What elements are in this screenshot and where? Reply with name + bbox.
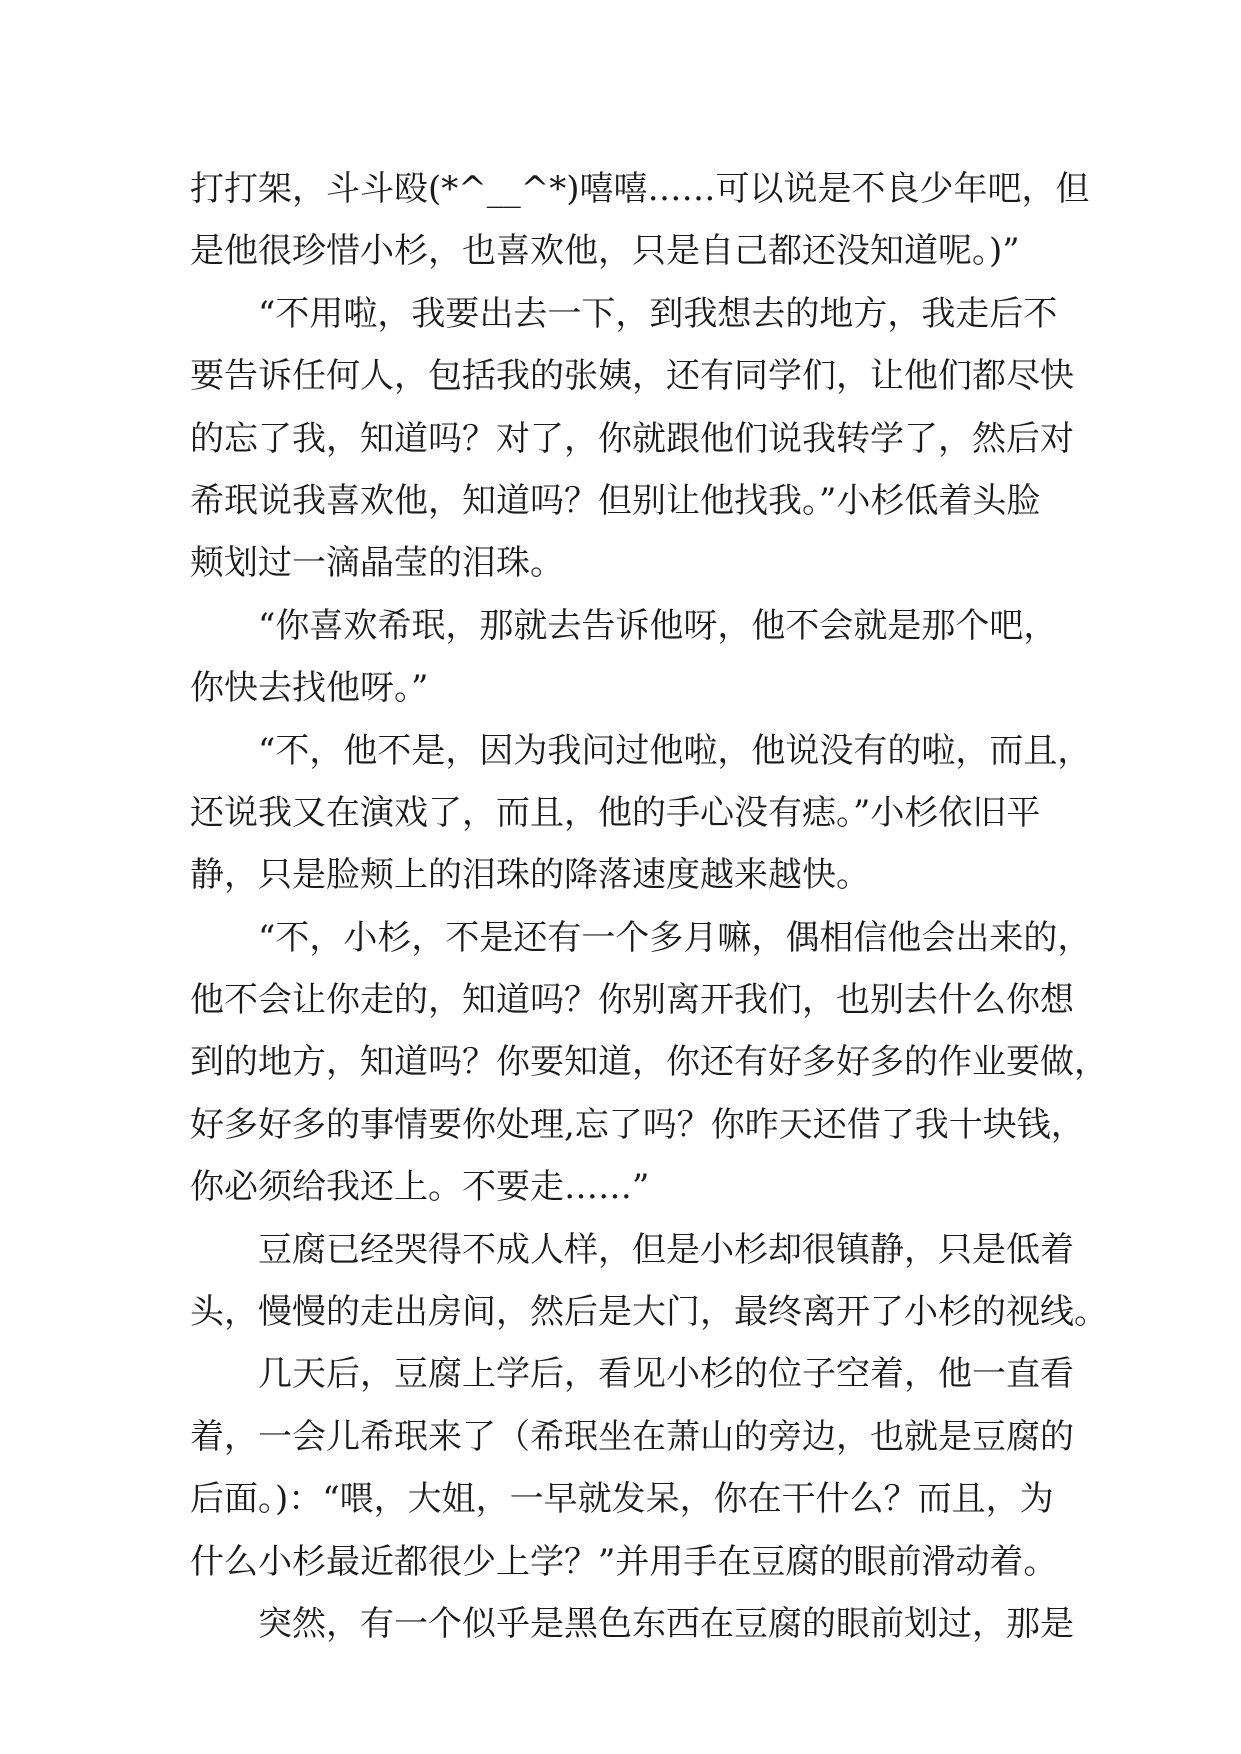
text-line: 突然，有一个似乎是黑色东西在豆腐的眼前划过，那是 [258,1603,1074,1644]
text-line: “不，他不是，因为我问过他啦，他说没有的啦，而且， [258,730,1092,771]
text-line: 几天后，豆腐上学后，看见小杉的位子空着，他一直看 [258,1354,1074,1395]
text-line: 静，只是脸颊上的泪珠的降落速度越来越快。 [190,855,870,896]
text-line: “不，小杉，不是还有一个多月嘛，偶相信他会出来的， [258,917,1092,958]
text-line: 颊划过一滴晶莹的泪珠。 [190,543,564,584]
text-line: 什么小杉最近都很少上学？”并用手在豆腐的眼前滑动着。 [190,1541,1058,1582]
text-line: 还说我又在演戏了，而且，他的手心没有痣。”小杉依旧平 [190,792,1041,833]
text-line: 你快去找他呀。” [190,668,429,709]
text-line: 他不会让你走的，知道吗？你别离开我们，也别去什么你想 [190,980,1074,1021]
body-text [190,158,1108,1655]
text-line: 要告诉任何人，包括我的张姨，还有同学们，让他们都尽快 [190,356,1074,397]
text-line: 豆腐已经哭得不成人样，但是小杉却很镇静，只是低着 [258,1229,1074,1270]
text-line: 希珉说我喜欢他，知道吗？但别让他找我。”小杉低着头脸 [190,480,1041,521]
text-line: 好多好多的事情要你处理,忘了吗？你昨天还借了我十块钱， [190,1104,1085,1145]
text-line: 打打架，斗斗殴(*^__^*)嘻嘻……可以说是不良少年吧，但 [190,169,1090,209]
text-line: 到的地方，知道吗？你要知道，你还有好多好多的作业要做， [190,1042,1108,1083]
text-line: “不用啦，我要出去一下，到我想去的地方，我走后不 [258,293,1058,334]
text-line: 头，慢慢的走出房间，然后是大门，最终离开了小杉的视线。 [190,1292,1108,1333]
text-line: 你必须给我还上。不要走……” [190,1167,650,1208]
text-line: 着，一会儿希珉来了（希珉坐在萧山的旁边，也就是豆腐的 [190,1416,1074,1457]
text-line: 后面。)：“喂，大姐，一早就发呆，你在干什么？而且，为 [190,1479,1054,1520]
text-line: “你喜欢希珉，那就去告诉他呀，他不会就是那个吧， [258,605,1058,646]
text-line: 是他很珍惜小杉，也喜欢他，只是自己都还没知道呢。)” [190,231,1020,272]
text-line: 的忘了我，知道吗？对了，你就跟他们说我转学了，然后对 [190,418,1074,459]
